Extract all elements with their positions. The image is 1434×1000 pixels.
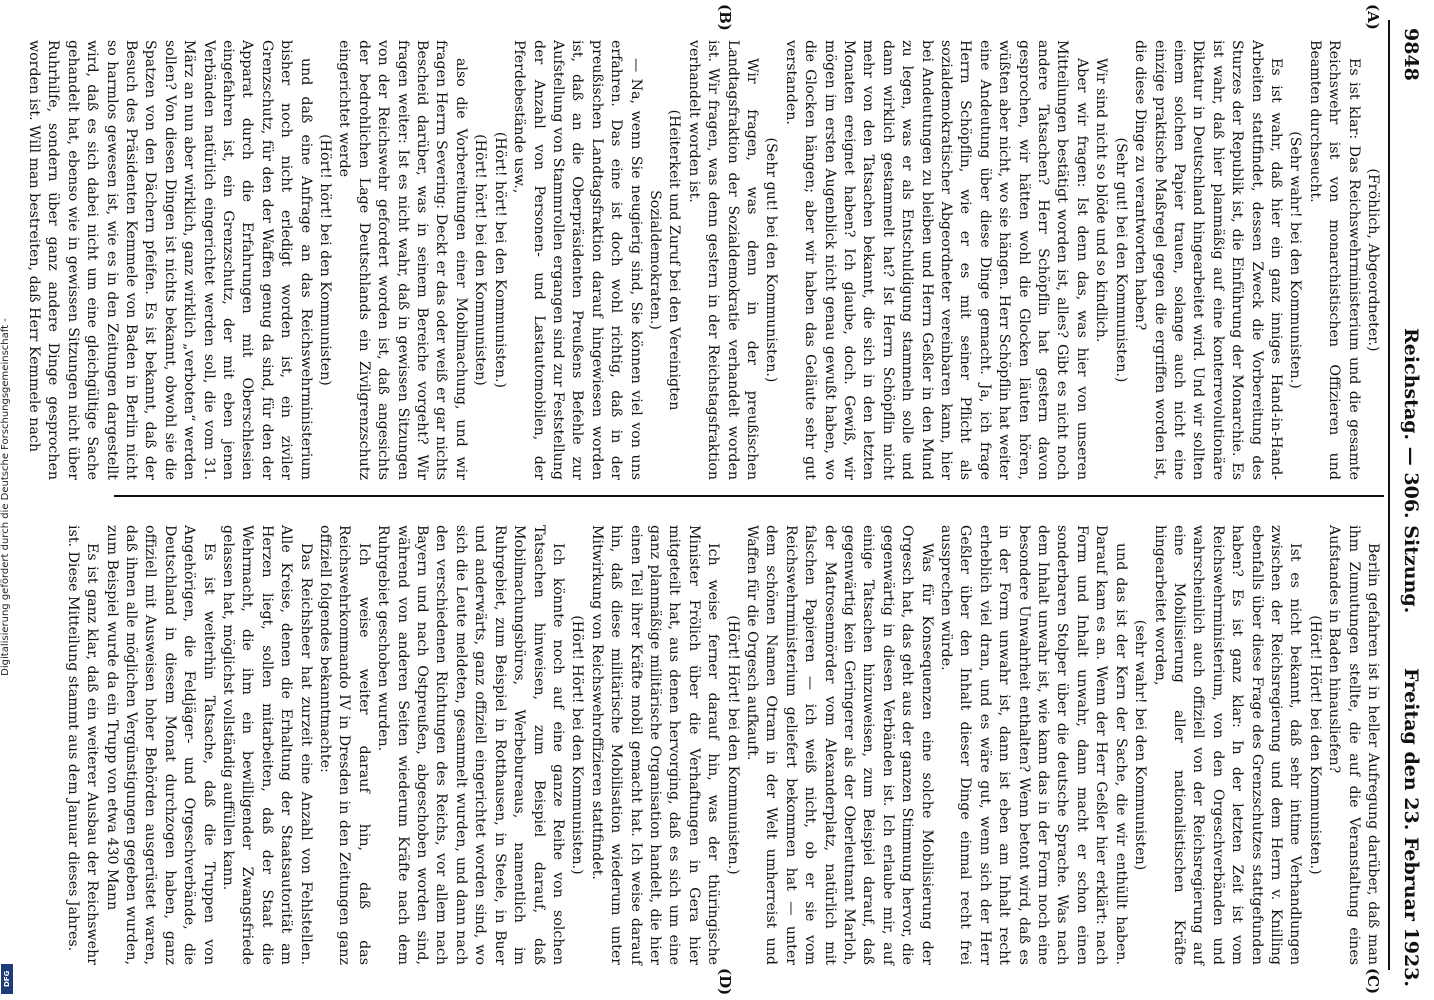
paragraph: Ich weise ferner darauf hin, was der thüringische Minister Frölich über die Verhaftungen in Gera hier mitgeteilt hat, aus denen hervorging, daß es sich um eine ganz planmäßige militärische Organisation handelt, die hier einen Teil ihrer Kräfte mobil gemacht hat. Ich weise darauf hin, daß diese militärische Mobilisation wiederum unter Mitwirkung von Reichswehroffizieren stattfindet. bbox=[588, 525, 722, 965]
interjection: (Hört! hört! bei den Kommunisten) bbox=[472, 134, 489, 386]
interjection: (Sehr wahr! bei den Kommunisten.) bbox=[1287, 131, 1304, 389]
paragraph: Es ist klar: Das Reichswehrministerium und die gesamte Reichswehr ist von monarchistischen Offizieren und Beamten durchseucht. bbox=[1306, 40, 1362, 480]
interjection: (Hört! hört! bei den Kommunisten) bbox=[317, 134, 334, 386]
page-content bbox=[25, 0, 1434, 1000]
paragraph: Ist es nicht bekannt, daß sehr intime Verhandlungen zwischen der Reichsregierung und dem Herrn v. Knilling ebenfalls über diese Frage des Grenzschutzes stattgefunden haben? Es ist ganz klar: In der letzten Zeit ist vom Reichswehrministerium, von den Orgeschverbänden und wahrscheinlich auch offiziell von der Reichsregierung auf eine Mobilisierung aller nationalistischen Kräfte hingearbeitet worden, bbox=[1151, 525, 1304, 965]
paragraph: Aber wir fragen: Ist denn das, was hier von unseren Mitteilungen bestätigt worden ist, alles? Gibt es nicht noch andere Tatsachen? Herr Schöpflin hat gestern davon gesprochen, wir hätten wohl die Glocken läuten hören, wüßten aber nicht, wo sie hängen. Herr Schöpflin hat weiter eine Andeutung über diese Dinge gemacht. Ja, ich frage Herrn Schöpflin, wie er es mit seiner Pflicht als sozialdemokratischer Abgeordneter vereinbaren kann, hier bei Andeutungen zu bleiben und Herrn Geßler in den Mund zu legen, was er als Entschuldigung stammeln solle und dann wirklich gestammelt hat? Ist Herrn Schöpflin nicht mehr von den Tatsachen bekannt, die sich in den letzten Monaten ereignet haben? Ich glaube, doch. Gewiß, wir mögen im ersten Augenblick nicht genau gewußt haben, wo die Glocken hängen; aber wir haben das Geläute sehr gut verstanden. bbox=[782, 40, 1090, 480]
interjection: (Sehr gut! bei den Kommunisten.) bbox=[1112, 137, 1129, 383]
interjection: (Hört! Hört! bei den Kommunisten.) bbox=[569, 615, 586, 875]
interjection: (Heiterkeit und Zuruf bei den Vereinigten Sozialdemokraten.) bbox=[646, 109, 683, 411]
paragraph: Berlin gefahren ist in heller Aufregung darüber, daß man ihm Zumutungen stellte, die auf die Veranstaltung eines Aufstandes in Baden hinausliefen? bbox=[1326, 525, 1381, 965]
paragraph: Ich könnte noch auf eine ganze Reihe von solchen Tatsachen hinweisen, zum Beispiel darauf, daß Mobilmachungsbüros, Werbebureaus, namentlich im Ruhrgebiet, zum Beispiel in Rotthausen, in Steele, in Buer und anderwärts, ganz offiziell eingerichtet worden sind, wo sich die Leute meldeten, gesammelt wurden, und dann nach den verschiedenen Richtungen des Reichs, vor allem nach Bayern und nach Ostpreußen, abgeschoben worden sind, während von anderen Seiten wiederum Kräfte nach dem Ruhrgebiet geschoben wurden. bbox=[375, 525, 566, 965]
paragraph: Wir sind nicht so blöde und so kindlich. bbox=[1093, 58, 1110, 343]
paragraph: — Na, wenn Sie neugierig sind, Sie können viel von uns erfahren. Das eine ist doch wohl richtig, daß in der preußischen Landtagsfraktion darauf hingewiesen worden ist, daß an die Oberpräsidenten Preußens Befehle zur Aufstellung von Stammrollen ergangen sind zur Feststellung der Anzahl von Personen- und Lastautomobilen, der Pferdebestände usw., bbox=[511, 40, 644, 480]
page-header bbox=[1392, 28, 1422, 988]
quotation: Das Reichsheer hat zurzeit eine Anzahl von Fehlstellen. Alle Kreise, denen die Erhaltung der Staatsautorität am Herzen liegt, sollen mitarbeiten, daß der Staat die Wehrmacht, die ihm ein bewilligender Zwangsfriede gelassen hat, möglichst vollständig auffüllen kann. bbox=[220, 525, 314, 965]
page-number: 9848 bbox=[1400, 28, 1422, 81]
paragraph: also die Vorbereitungen einer Mobilmachung, und wir fragen Herrn Severing: Deckt er das oder weiß er gar nichts Bescheid darüber, was in seinem Bereiche vorgeht? Wir fragen weiter: Ist es nicht wahr, daß in gewissen Sitzungen von der Reichswehr gefordert worden ist, daß angesichts der bedrohlichen Lage Deutschlands ein Zivilgrenzschutz eingerichtet werde bbox=[336, 40, 469, 480]
column-separator bbox=[114, 495, 1384, 497]
digitization-credit: Digitalisierung gefördert durch die Deutsche Forschungsgemeinschaft - bbox=[0, 318, 11, 676]
interjection: (Hört! Hört! bei den Kommunisten.) bbox=[724, 615, 741, 875]
margin-mark-d: (D) bbox=[716, 968, 734, 996]
paragraph: und daß eine Anfrage an das Reichswehrministerium bisher noch nicht erledigt worden ist, ein ziviler Grenzschutz, für den der Waffen genug da sind, für den der Apparat durch die Erfahrungen mit Oberschlesien eingefahren ist, ein Grenzschutz, der mit eben jenen Verbänden natürlich eingerichtet werden soll, die vom 31. März an nun aber wirklich, ganz wirklich „verboten“ werden sollen? Von diesen Dingen ist nichts bekannt, obwohl sie die Spatzen von den Dächern pfeifen. Es ist bekannt, daß der Besuch des Präsidenten Kemmele von Baden in Berlin nicht so harmlos gewesen ist, wie es in den Zeitungen dargestellt wird, daß es sich dabei nicht um eine gleichgültige Sache gehandelt hat, ebenso wie in gewissen Sitzungen nicht über Ruhrhilfe, sondern über ganz andere Dinge gesprochen worden ist. Will man bestreiten, daß Herr Kemmele nach bbox=[25, 40, 314, 480]
paragraph: Ich weise weiter darauf hin, daß das Reichswehrkommando IV in Dresden in den Zeitungen ganz offiziell folgendes bekanntmachte: bbox=[317, 525, 372, 965]
paragraph: Wir fragen, was denn in der preußischen Landtagsfraktion der Sozialdemokratie verhandelt worden ist. Wir fragen, was denn gestern in der Reichstagsfraktion verhandelt worden ist. bbox=[685, 40, 760, 480]
paragraph: Es ist ganz klar, daß ein weiterer Ausbau der Reichswehr ist. Diese Mitteilung stammt aus dem Januar dieses Jahres. bbox=[64, 525, 101, 965]
right-column bbox=[64, 525, 1382, 965]
dfg-logo: DFG bbox=[1, 964, 13, 994]
paragraph: (Fröhlich, Abgeordneter.) bbox=[1365, 168, 1381, 352]
paragraph: und das ist der Kern der Sache, die wir enthüllt haben. Darauf kam es an. Wenn der Herr Geßler hier erklärt: nach Form und Inhalt unwahr, dann macht er schon einen sonderbaren Stolper über die deutsche Sprache. Was nach dem Inhalt unwahr ist, wie kann das in der Form noch eine besondere Unwahrheit enthalten? Wenn betont wird, daß es in der Form unwahr ist, dann ist eben am Inhalt recht erheblich viel dran, und es wäre gut, wenn sich der Herr Geßler über den Inhalt dieser Dinge einmal recht frei aussprechen würde. bbox=[938, 525, 1129, 965]
digitization-sidebar bbox=[0, 0, 14, 1000]
page-date: Freitag den 23. Februar 1923. bbox=[1400, 668, 1422, 988]
interjection: (Sehr gut! bei den Kommunisten.) bbox=[763, 137, 780, 383]
interjection: (Hört! hört! bei den Kommunisten.) bbox=[491, 131, 508, 389]
left-column bbox=[25, 40, 1382, 480]
margin-mark-b: (B) bbox=[716, 4, 734, 31]
paragraph: Es ist weiterhin Tatsache, daß die Truppen von Angehörigen, die Feldjäger- und Orgeschverbände, die Deutschland in diesem Monat durchzogen haben, ganz offiziell mit Ausweisen hoher Behörden ausgerüstet waren, daß ihnen alle möglichen Vergünstigungen gegeben wurden, zum Beispiel wurde da ein Trupp von etwa 430 Mann bbox=[103, 525, 217, 965]
paragraph: Es ist wahr, daß hier ein ganz inniges Hand-in-Hand-Arbeiten stattfindet, dessen Zweck die Vorbereitung des Sturzes der Republik ist, die Einführung der Monarchie. Es ist wahr, daß hier planmäßig auf eine konterrevolutionäre Diktatur in Deutschland hingearbeitet wird. Und wir sollten einem solchen Papier trauen, solange auch nicht eine einzige praktische Maßregel gegen die ergriffen worden ist, die diese Dinge zu verantworten haben? bbox=[1132, 40, 1284, 480]
interjection: (sehr wahr! bei den Kommunisten) bbox=[1132, 619, 1149, 871]
margin-mark-c: (C) bbox=[1364, 968, 1382, 995]
paragraph: Was für Konsequenzen eine solche Mobilisierung der Orgesch hat, das geht aus der ganzen Stimmung hervor, die gegenwärtig in diesen Verbänden ist. Ich erlaube mir, auf einige Tatsachen hinzuweisen, zum Beispiel darauf, daß gegenwärtig kein Geringerer als der Oberleutnant Marloh, der Matrosenmörder vom Alexanderplatz, natürlich mit falschen Papieren — ich weiß nicht, ob er sie vom Reichswehrministerium geliefert bekommen hat — unter dem schönen Namen Otram in der Welt umherreist und Waffen für die Orgesch aufkauft. bbox=[744, 525, 935, 965]
page-title: Reichstag. — 306. Sitzung. bbox=[1400, 328, 1422, 614]
margin-mark-a: (A) bbox=[1364, 4, 1382, 30]
header-rule bbox=[1388, 20, 1390, 970]
scanned-page bbox=[25, 0, 1434, 1000]
interjection: (Hört! Hört! bei den Kommunisten.) bbox=[1306, 615, 1323, 875]
